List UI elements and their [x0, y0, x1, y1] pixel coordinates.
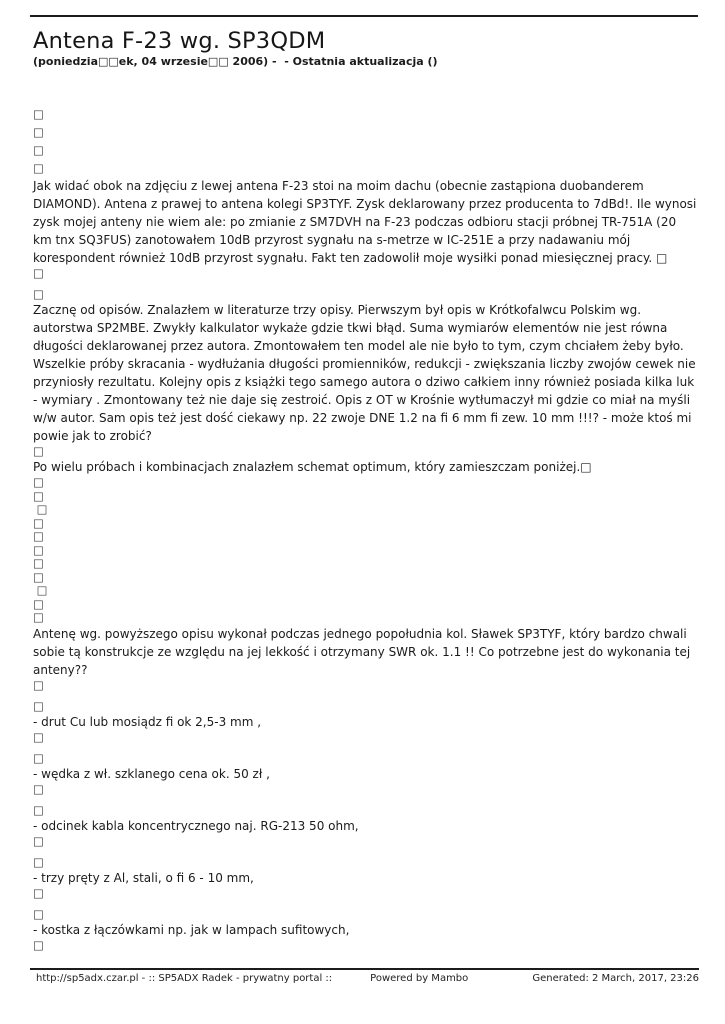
paragraph: Po wielu próbach i kombinacjach znalazłem schemat optimum, który zamieszczam poniżej.□ — [33, 460, 592, 474]
blank-line — [33, 900, 698, 908]
tofu-glyph-line: □ — [33, 937, 44, 952]
tofu-glyph-line: □ — [33, 854, 44, 869]
article-content — [33, 105, 701, 952]
tofu-glyph-line: □ — [33, 502, 48, 516]
tofu-glyph-line: □ — [33, 698, 44, 713]
tofu-glyph-column — [33, 476, 698, 625]
tofu-glyph-line: □ — [33, 802, 44, 817]
tofu-glyph-line: □ — [33, 677, 44, 692]
list-item-line: - wędka z wł. szklanego cena ok. 50 zł , — [33, 766, 270, 781]
tofu-glyph-line: □ — [33, 529, 44, 543]
blank-line — [33, 848, 698, 856]
list-item-line: - odcinek kabla koncentrycznego naj. RG-213 50 ohm, — [33, 818, 359, 833]
paragraph: Zacznę od opisów. Znalazłem w literaturze trzy opisy. Pierwszym był opis w Krótkofalwcu Polskim wg. autorstwa SP2MBE. Zwykły kalkulator wykaże gdzie tkwi błąd. Suma wymiarów elementów nie jest równa długości deklarowanej przez autora. Zmontowałem ten model ale nie było to tym, czym chciałem żeby było. Wszelkie próby skracania - wydłużania długości promienników, redukcji - zwiększania liczby zwojów cewek nie przyniosły rezultatu. Kolejny opis z książki tego samego autora o dziwo całkiem inny również posiada kilka luk - wymiary . Zmontowany też nie daje się zestroić. Opis z OT w Krośnie wytłumaczył mi gdzie co miał na myśli w/w autor. Sam opis też jest dość ciekawy np. 22 zwoje DNE 1.2 na fi 6 mm fi zew. 10 mm !!!? - może ktoś mi powie jak to zrobić? — [33, 303, 700, 443]
tofu-glyph-line: □ — [33, 781, 44, 796]
tofu-glyph-line: □ — [33, 287, 44, 301]
tofu-glyph-line: □ — [33, 515, 44, 530]
list-item-line: - drut Cu lub mosiądz fi ok 2,5-3 mm , — [33, 714, 262, 729]
list-item-line: - trzy pręty z Al, stali, o fi 6 - 10 mm, — [33, 870, 254, 885]
tofu-glyph-line: □ — [33, 610, 44, 624]
tofu-glyph-line: □ — [33, 475, 44, 489]
tofu-glyph-line: □ — [33, 583, 48, 597]
footer-powered-by: Powered by Mambo — [370, 973, 469, 984]
paragraph: Antenę wg. powyższego opisu wykonał podczas jednego popołudnia kol. Sławek SP3TYF, który bardzo chwali sobie tą konstrukcje ze względu na jej lekkość i otrzymany SWR ok. 1.1 !! Co potrzebne jest do wykonania tej anteny?? — [33, 626, 695, 677]
tofu-glyph-line: □ — [33, 107, 44, 121]
top-divider — [30, 15, 698, 17]
tofu-glyph-line: □ — [33, 833, 44, 848]
tofu-glyph-line: □ — [33, 488, 44, 503]
list-item-line: - kostka z łączówkami np. jak w lampach sufitowych, — [33, 922, 350, 937]
blank-line — [33, 796, 698, 804]
tofu-glyph-line: □ — [33, 125, 44, 139]
tofu-glyph-line: □ — [33, 542, 44, 557]
tofu-glyph-line: □ — [33, 556, 44, 570]
print-footer — [30, 968, 699, 984]
tofu-glyph-line: □ — [33, 906, 44, 921]
article-date-line: (poniedzia□□ek, 04 wrzesie□□ 2006) - - Ostatnia aktualizacja () — [33, 55, 438, 68]
footer-site-url: http://sp5adx.czar.pl - :: SP5ADX Radek - prywatny portal :: — [36, 973, 333, 984]
page-title: Antena F-23 wg. SP3QDM — [33, 28, 326, 54]
tofu-glyph-line: □ — [33, 569, 44, 584]
tofu-glyph-line: □ — [33, 750, 44, 765]
blank-line — [33, 744, 698, 752]
tofu-glyph-line: □ — [33, 729, 44, 744]
blank-line — [33, 692, 698, 700]
tofu-glyph-column — [33, 105, 698, 177]
tofu-glyph-line: □ — [33, 885, 44, 900]
tofu-glyph-line: □ — [33, 161, 44, 175]
tofu-glyph-line: □ — [33, 266, 44, 280]
tofu-glyph-line: □ — [33, 596, 44, 611]
footer-generated-timestamp: Generated: 2 March, 2017, 23:26 — [532, 973, 699, 984]
blank-line — [33, 280, 698, 288]
tofu-glyph-line: □ — [33, 143, 44, 157]
page — [30, 0, 701, 952]
paragraph: Jak widać obok na zdjęciu z lewej antena F-23 stoi na moim dachu (obecnie zastąpiona duobanderem DIAMOND). Antena z prawej to antena kolegi SP3TYF. Zysk deklarowany przez producenta to 7dBd!. Ile wynosi zysk mojej anteny nie wiem ale: po zmianie z SM7DVH na F-23 podczas odbioru stacji próbnej TR-751A (20 km tnx SQ3FUS) zanotowałem 10dB przyrost sygnału na s-metrze w IC-251E a przy nadawaniu mój korespondent również 10dB przyrost sygnału. Fakt ten zadowolił moje wysiłki ponad miesięcznej pracy. □ — [33, 179, 701, 265]
tofu-glyph-line: □ — [33, 444, 44, 458]
